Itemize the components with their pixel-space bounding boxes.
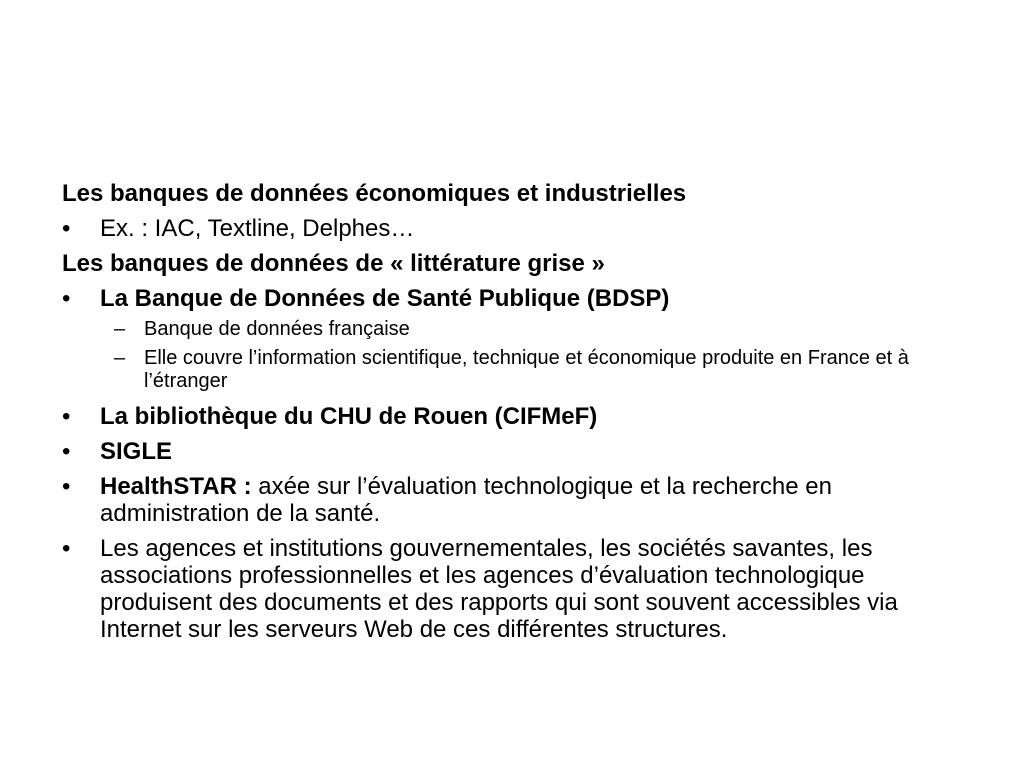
sub-bullet-mark: – — [114, 318, 126, 340]
bullet-mark: • — [62, 215, 71, 242]
slide-body — [62, 180, 962, 651]
bullet-sigle — [62, 438, 962, 465]
bullet-healthstar — [62, 473, 962, 527]
bullet-mark: • — [62, 535, 71, 562]
bullet-text: Ex. : IAC, Textline, Delphes… — [100, 215, 415, 242]
bullet-mark: • — [62, 285, 71, 312]
heading-economic-databases: Les banques de données économiques et industrielles — [62, 180, 687, 207]
bullet-chu-rouen — [62, 403, 962, 430]
bullet-mark: • — [62, 438, 71, 465]
bullet-bdsp — [62, 285, 962, 312]
bullet-examples — [62, 215, 962, 242]
sub-bullet-coverage — [62, 347, 962, 393]
bullet-mark: • — [62, 473, 71, 500]
bullet-text: La Banque de Données de Santé Publique (BDSP) — [100, 285, 670, 312]
sub-bullet-text: Elle couvre l’information scientifique, technique et économique produite en France et à l’étranger — [144, 347, 909, 392]
sub-bullet-french-database — [62, 318, 962, 341]
bullet-text-bold: HealthSTAR : — [100, 473, 252, 500]
heading-grey-literature: Les banques de données de « littérature grise » — [62, 250, 605, 277]
bullet-text: axée sur l’évaluation technologique et la recherche en administration de la santé. — [100, 473, 832, 527]
bullet-mark: • — [62, 403, 71, 430]
bullet-text: La bibliothèque du CHU de Rouen (CIFMeF) — [100, 403, 598, 430]
bullet-text: Les agences et institutions gouvernementales, les sociétés savantes, les associations professionnelles et les agences d’évaluation technologique produisent des documents et des rapports qui sont souvent accessibles via Internet sur les serveurs Web de ces différentes structures. — [100, 535, 898, 643]
bullet-text: SIGLE — [100, 438, 173, 465]
bullet-agencies — [62, 535, 962, 643]
sub-bullet-text: Banque de données française — [144, 318, 410, 340]
sub-bullet-mark: – — [114, 347, 126, 369]
